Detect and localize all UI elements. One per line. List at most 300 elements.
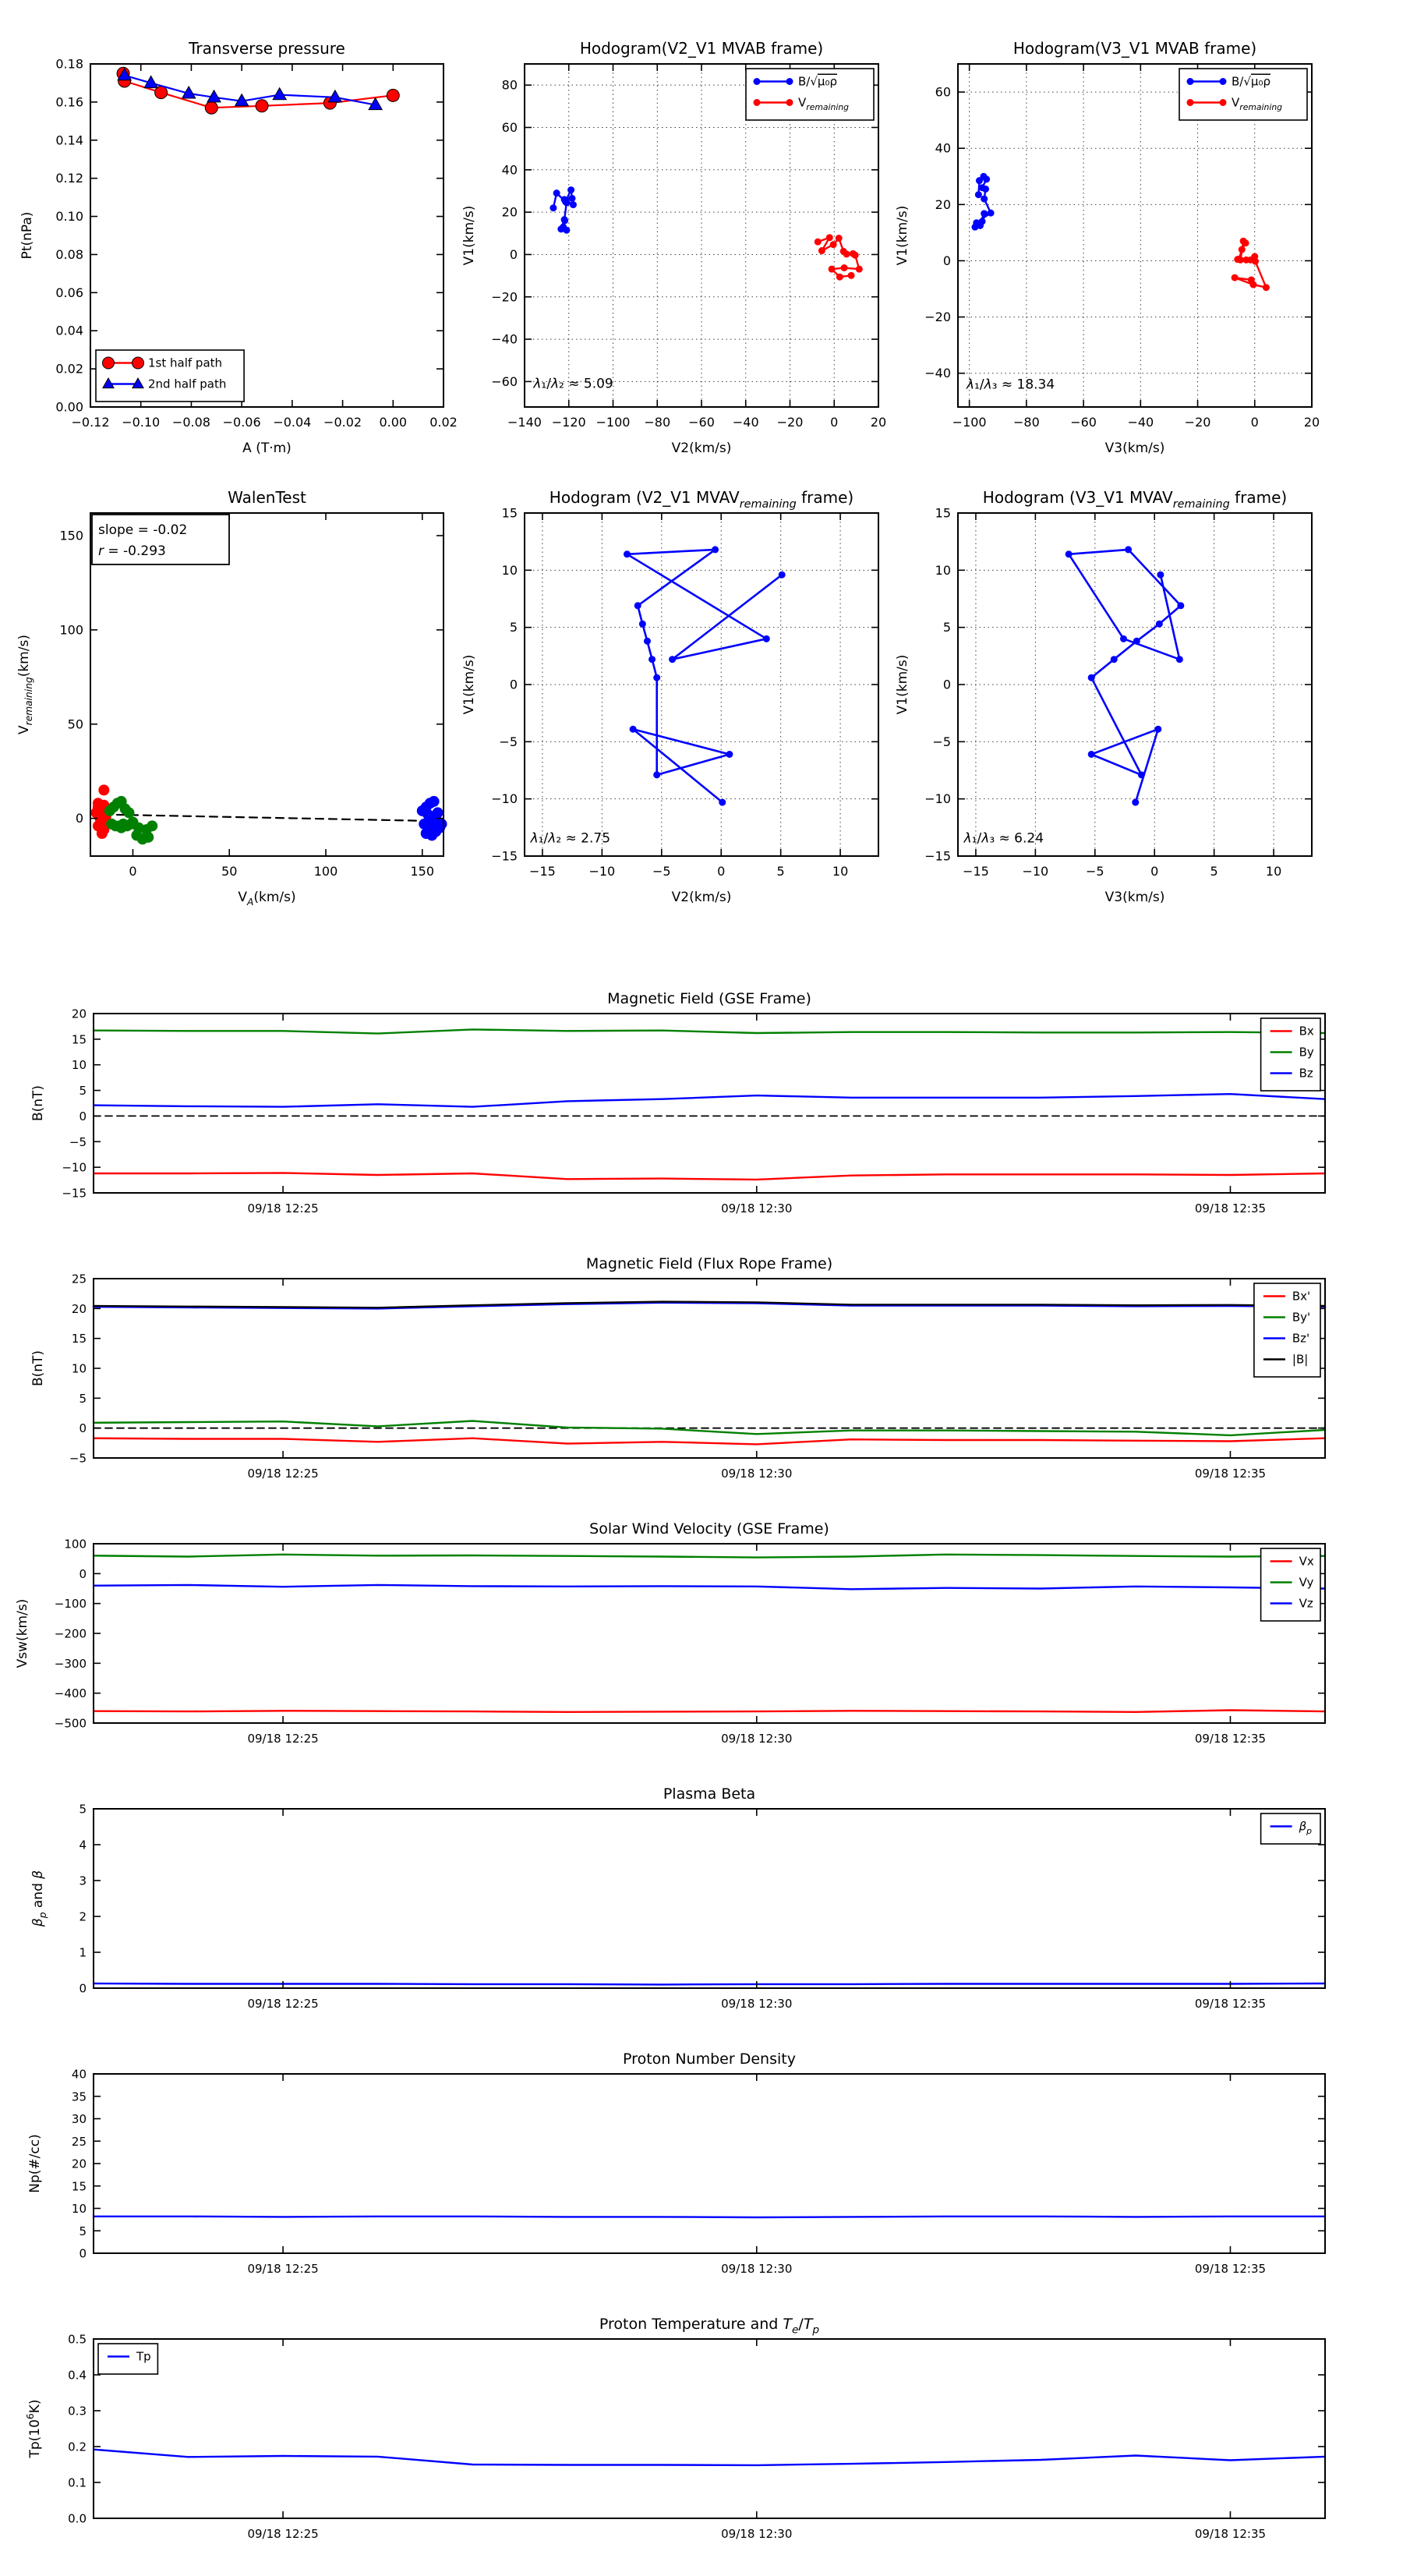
marker-dot [124, 807, 135, 818]
marker-dot [976, 221, 983, 228]
series-bx [94, 1173, 1325, 1180]
x-tick-label: 0 [717, 864, 726, 879]
y-tick-label: 15 [71, 2179, 87, 2194]
marker-dot [852, 252, 859, 259]
y-tick-label: 0 [79, 1566, 87, 1581]
plot-title: Solar Wind Velocity (GSE Frame) [589, 1520, 829, 1537]
marker-dot [712, 546, 719, 553]
x-tick-label: −20 [1184, 415, 1211, 430]
legend-label: 1st half path [148, 356, 223, 370]
y-tick-label: 5 [79, 2224, 87, 2238]
y-tick-label: −10 [491, 791, 518, 807]
x-tick-label: 09/18 12:30 [721, 1201, 793, 1215]
axes-spines [94, 2074, 1325, 2253]
legend [96, 350, 244, 402]
legend-label: Bx' [1292, 1289, 1311, 1304]
plot-title: Proton Temperature and $T_e/T_p$ [599, 2316, 820, 2337]
y-tick-label: 35 [71, 2089, 87, 2104]
legend [1261, 1813, 1320, 1844]
panel-hodogram-v3v1-mvav [895, 488, 1312, 905]
marker-dot [98, 784, 109, 795]
x-tick-label: 20 [1303, 415, 1320, 430]
axes-spines [94, 1544, 1325, 1723]
marker-triangle [328, 90, 341, 102]
marker-dot [567, 186, 574, 193]
y-axis-label: V1(km/s) [895, 654, 910, 715]
y-tick-label: −5 [932, 734, 951, 749]
x-tick-label: 09/18 12:30 [721, 1997, 793, 2011]
marker-dot [653, 771, 660, 778]
legend-label: By' [1292, 1310, 1311, 1325]
x-axis-label: V3(km/s) [1104, 890, 1165, 905]
marker-dot [433, 807, 444, 818]
panel-transverse-pressure [19, 39, 458, 456]
y-tick-label: −20 [491, 289, 518, 305]
y-tick-label: 0 [942, 253, 951, 268]
marker-dot [826, 234, 833, 241]
y-tick-label: 0.04 [55, 323, 83, 338]
y-tick-label: 0 [942, 677, 951, 692]
panel-hodogram-v3v1-mvab [895, 39, 1320, 456]
marker-dot [1248, 276, 1255, 283]
x-tick-label: 09/18 12:35 [1194, 2527, 1267, 2541]
x-tick-label: 09/18 12:30 [721, 1467, 793, 1481]
y-tick-label: 0 [79, 2246, 87, 2261]
y-tick-label: 10 [71, 1058, 87, 1073]
y-tick-label: 0 [79, 1981, 87, 1996]
x-tick-label: 10 [1265, 864, 1282, 879]
x-tick-label: −0.04 [273, 415, 312, 430]
y-tick-label: 5 [509, 620, 518, 635]
marker-dot [634, 602, 641, 609]
y-tick-label: 20 [71, 2157, 87, 2171]
marker-dot [982, 186, 989, 193]
panel-plasma-beta [30, 1785, 1325, 2011]
marker-dot [561, 217, 568, 224]
marker-dot [1132, 799, 1139, 806]
plot-title: Hodogram(V3_V1 MVAB frame) [1012, 39, 1257, 58]
x-tick-label: −10 [1022, 864, 1049, 879]
x-axis-label: V2(km/s) [671, 441, 732, 456]
x-tick-label: −80 [644, 415, 671, 430]
x-tick-label: −120 [551, 415, 586, 430]
y-tick-label: −5 [69, 1451, 87, 1466]
y-axis-label: $Tp(10^6K)$ [24, 2399, 43, 2458]
y-tick-label: 0 [75, 811, 83, 826]
legend [1179, 69, 1307, 120]
x-tick-label: 09/18 12:25 [247, 2262, 319, 2276]
annotation-text: λ₁/λ₂ ≈ 5.09 [533, 376, 613, 392]
y-tick-label: −40 [924, 366, 951, 381]
x-tick-label: −10 [588, 864, 616, 879]
y-tick-label: 15 [935, 505, 951, 521]
legend-label: Bz' [1292, 1331, 1310, 1346]
marker-dot [1088, 751, 1095, 758]
marker-dot [1239, 246, 1246, 253]
y-tick-label: 15 [501, 505, 518, 521]
marker-dot [624, 550, 631, 557]
marker-circle [103, 357, 115, 369]
x-tick-label: 5 [1210, 864, 1218, 879]
series-v-remaining-path [627, 550, 783, 802]
marker-dot [841, 264, 848, 271]
marker-dot [569, 195, 576, 202]
y-tick-label: −5 [499, 734, 518, 749]
y-tick-label: 0 [509, 677, 518, 692]
y-tick-label: 0.0 [68, 2511, 87, 2526]
legend-label: B/√μ₀ρ [798, 74, 837, 89]
x-axis-label: V2(km/s) [671, 890, 732, 905]
marker-triangle [273, 88, 286, 100]
marker-dot [988, 210, 995, 217]
y-tick-label: 15 [71, 1032, 87, 1047]
marker-circle [256, 100, 268, 112]
y-tick-label: 0.3 [68, 2404, 87, 2419]
marker-dot [653, 674, 660, 681]
marker-dot [856, 266, 863, 273]
legend [98, 2344, 157, 2374]
x-tick-label: −0.08 [171, 415, 210, 430]
marker-dot [116, 823, 127, 833]
marker-dot [553, 189, 560, 196]
legend-label: Vx [1299, 1554, 1314, 1569]
marker-dot [429, 796, 440, 807]
marker-dot [630, 726, 637, 733]
marker-dot [1066, 550, 1073, 557]
marker-dot [779, 571, 786, 579]
x-tick-label: 09/18 12:25 [247, 1997, 319, 2011]
y-axis-label: Vsw(km/s) [15, 1598, 30, 1668]
y-tick-label: −20 [924, 310, 951, 325]
y-tick-label: −60 [491, 373, 518, 389]
y-tick-label: 0 [509, 246, 518, 262]
y-tick-label: 0.00 [55, 399, 83, 415]
x-tick-label: 09/18 12:25 [247, 1467, 319, 1481]
x-tick-label: −40 [732, 415, 759, 430]
y-tick-label: 100 [59, 622, 83, 638]
plot-title: Hodogram (V2_V1 $MVAV_{remaining}$ frame) [549, 488, 854, 511]
legend-label: Bx [1299, 1024, 1314, 1039]
plot-title: WalenTest [228, 488, 306, 507]
x-tick-label: 20 [870, 415, 887, 430]
y-tick-label: 0.4 [68, 2368, 87, 2383]
marker-dot [639, 621, 646, 628]
marker-dot [975, 191, 982, 198]
marker-dot [829, 266, 836, 273]
y-tick-label: 0 [79, 1421, 87, 1436]
y-tick-label: 20 [71, 1007, 87, 1021]
legend [1261, 1018, 1320, 1091]
x-tick-label: 09/18 12:35 [1194, 2262, 1267, 2276]
y-axis-label: V1(km/s) [461, 654, 477, 715]
y-axis-label: $\beta_p$ and β [30, 1870, 49, 1927]
series-tp [94, 2450, 1325, 2465]
x-tick-label: −80 [1012, 415, 1040, 430]
series-bx- [94, 1438, 1325, 1445]
x-tick-label: 09/18 12:25 [247, 2527, 319, 2541]
x-tick-label: 0 [1250, 415, 1259, 430]
x-tick-label: 09/18 12:30 [721, 1732, 793, 1746]
x-tick-label: 09/18 12:30 [721, 2262, 793, 2276]
series-vx [94, 1711, 1325, 1712]
marker-dot [1138, 771, 1145, 778]
x-tick-label: −0.10 [122, 415, 161, 430]
marker-dot [815, 239, 822, 246]
y-tick-label: −500 [54, 1716, 87, 1731]
y-axis-label: V1(km/s) [895, 205, 910, 266]
x-tick-label: −140 [507, 415, 542, 430]
y-axis-label: V1(km/s) [461, 205, 477, 266]
y-tick-label: 20 [501, 204, 518, 220]
y-tick-label: 10 [71, 2202, 87, 2216]
marker-dot [1157, 571, 1164, 579]
plot-title: Magnetic Field (GSE Frame) [607, 990, 811, 1007]
x-tick-label: −100 [952, 415, 987, 430]
x-tick-label: 5 [776, 864, 785, 879]
y-tick-label: −100 [54, 1597, 87, 1612]
y-tick-label: 10 [501, 562, 518, 578]
marker-dot [836, 274, 843, 281]
plot-title: Transverse pressure [189, 39, 345, 58]
x-tick-label: 09/18 12:25 [247, 1732, 319, 1746]
marker-dot [754, 78, 761, 85]
y-tick-label: 3 [79, 1874, 87, 1888]
x-tick-label: 09/18 12:35 [1194, 1467, 1267, 1481]
y-tick-label: 5 [79, 1084, 87, 1099]
panel-solar-wind-velocity [15, 1520, 1325, 1746]
axes-spines [94, 1809, 1325, 1988]
y-tick-label: −15 [62, 1186, 87, 1201]
marker-dot [981, 210, 988, 217]
x-tick-label: −15 [963, 864, 989, 879]
marker-dot [983, 175, 990, 182]
x-tick-label: 09/18 12:30 [721, 2527, 793, 2541]
x-tick-label: −0.02 [323, 415, 362, 430]
y-axis-label: Np(#/cc) [27, 2134, 43, 2193]
legend-label: 2nd half path [148, 377, 227, 391]
y-tick-label: 0 [79, 1109, 87, 1123]
plot-title: Hodogram (V3_V1 $MVAV_{remaining}$ frame) [982, 488, 1288, 511]
legend-label: $V_{remaining}$ [798, 95, 850, 112]
series-vz [94, 1585, 1325, 1589]
x-tick-label: 0 [1150, 864, 1159, 879]
x-tick-label: −100 [595, 415, 631, 430]
panel-proton-number-density [27, 2051, 1325, 2276]
legend-box [1254, 1283, 1320, 1377]
x-tick-label: −0.12 [71, 415, 110, 430]
x-axis-label: A (T·m) [242, 441, 292, 456]
marker-dot [436, 819, 447, 830]
y-tick-label: 10 [935, 562, 951, 578]
x-tick-label: 0.02 [429, 415, 458, 430]
annotation-line: slope = -0.02 [98, 522, 188, 538]
y-tick-label: 15 [71, 1332, 87, 1346]
x-tick-label: −5 [652, 864, 671, 879]
marker-dot [981, 196, 988, 203]
series-bz [94, 1094, 1325, 1106]
marker-dot [1187, 99, 1194, 106]
y-tick-label: −200 [54, 1626, 87, 1641]
marker-dot [669, 656, 676, 663]
marker-dot [830, 241, 837, 248]
y-tick-label: 2 [79, 1909, 87, 1924]
marker-dot [133, 823, 144, 833]
x-tick-label: 10 [832, 864, 849, 879]
y-tick-label: 5 [79, 1802, 87, 1817]
plot-title: Proton Number Density [623, 2051, 796, 2068]
legend-label: $V_{remaining}$ [1232, 95, 1283, 112]
x-axis-label: V3(km/s) [1104, 441, 1165, 456]
legend [1261, 1548, 1320, 1621]
marker-dot [843, 250, 850, 257]
y-axis-label: B(nT) [30, 1085, 46, 1122]
marker-dot [1187, 78, 1194, 85]
x-tick-label: 09/18 12:25 [247, 1201, 319, 1215]
annotation-text: λ₁/λ₃ ≈ 18.34 [966, 377, 1055, 393]
y-tick-label: 25 [71, 1272, 87, 1286]
plot-title: Hodogram(V2_V1 MVAB frame) [579, 39, 824, 58]
x-tick-label: 09/18 12:35 [1194, 1997, 1267, 2011]
marker-dot [719, 799, 726, 806]
x-tick-label: 09/18 12:35 [1194, 1201, 1267, 1215]
x-tick-label: 150 [410, 864, 435, 879]
series-beta-p [94, 1983, 1325, 1984]
y-tick-label: 0.08 [55, 246, 83, 262]
marker-dot [1111, 656, 1118, 663]
x-tick-label: 0 [129, 864, 137, 879]
plot-title: Magnetic Field (Flux Rope Frame) [585, 1255, 833, 1272]
axes-spines [94, 1014, 1325, 1193]
annotation-text: λ₁/λ₃ ≈ 6.24 [963, 830, 1044, 847]
axes-spines [94, 2339, 1325, 2518]
panel-walen-test [16, 488, 447, 908]
marker-dot [726, 751, 733, 758]
x-axis-label: $V_A(km/s)$ [238, 890, 296, 908]
legend-label: Vy [1299, 1575, 1314, 1590]
plot-title: Plasma Beta [663, 1785, 756, 1803]
y-tick-label: 0.06 [55, 285, 83, 300]
marker-dot [1252, 258, 1259, 265]
marker-dot [648, 656, 656, 663]
legend-label: By [1299, 1045, 1314, 1060]
x-tick-label: 09/18 12:35 [1194, 1732, 1267, 1746]
legend-label: B/√μ₀ρ [1232, 74, 1270, 89]
y-tick-label: −400 [54, 1686, 87, 1701]
marker-dot [1263, 284, 1270, 291]
y-tick-label: 60 [935, 84, 951, 100]
x-tick-label: 0.00 [379, 415, 408, 430]
y-tick-label: 20 [935, 196, 951, 212]
marker-dot [550, 204, 557, 211]
marker-dot [1088, 674, 1095, 681]
y-tick-label: 1 [79, 1945, 87, 1960]
legend [746, 69, 874, 120]
x-tick-label: 50 [221, 864, 238, 879]
y-tick-label: 0.16 [55, 94, 83, 110]
marker-dot [1232, 274, 1239, 281]
y-tick-label: 5 [942, 620, 951, 635]
marker-dot [754, 99, 761, 106]
marker-dot [563, 199, 570, 206]
y-tick-label: −10 [924, 791, 951, 807]
marker-dot [1154, 726, 1161, 733]
legend-label: $\beta_p$ [1299, 1819, 1313, 1836]
x-tick-label: −60 [688, 415, 715, 430]
series-v-remaining-path [1069, 550, 1181, 802]
marker-dot [422, 823, 433, 833]
y-axis-label: Pt(nPa) [19, 211, 35, 260]
x-tick-label: −20 [776, 415, 804, 430]
y-axis-label: $V_{remaining}(km/s)$ [16, 635, 35, 734]
marker-dot [836, 235, 843, 242]
y-tick-label: 60 [501, 119, 518, 135]
y-axis-label: B(nT) [30, 1350, 46, 1387]
y-tick-label: −15 [491, 848, 518, 864]
marker-dot [1176, 656, 1183, 663]
series-fit-line [90, 814, 444, 821]
y-tick-label: 0.12 [55, 171, 83, 186]
marker-dot [147, 820, 157, 831]
y-tick-label: 100 [64, 1537, 87, 1552]
panel-magnetic-field-flux-rope [30, 1255, 1325, 1481]
y-tick-label: −300 [54, 1656, 87, 1671]
marker-dot [1120, 635, 1127, 642]
y-tick-label: 0.02 [55, 361, 83, 377]
marker-dot [1177, 602, 1184, 609]
marker-dot [786, 99, 793, 106]
series-by [94, 1029, 1325, 1033]
y-tick-label: 40 [71, 2067, 87, 2082]
marker-dot [1125, 546, 1132, 553]
series-vy [94, 1555, 1325, 1558]
legend-label: Vz [1299, 1596, 1313, 1611]
y-tick-label: 150 [59, 528, 83, 543]
legend-label: Tp [136, 2349, 151, 2364]
legend [1254, 1283, 1320, 1377]
y-tick-label: 10 [71, 1361, 87, 1376]
marker-dot [1220, 78, 1227, 85]
panel-hodogram-v2v1-mvab [461, 39, 886, 456]
marker-circle [133, 357, 144, 369]
x-tick-label: −5 [1085, 864, 1104, 879]
y-tick-label: 80 [501, 77, 518, 93]
y-tick-label: −10 [62, 1160, 87, 1175]
y-tick-label: 0.5 [68, 2332, 87, 2347]
y-tick-label: 30 [71, 2112, 87, 2126]
x-tick-label: −40 [1127, 415, 1154, 430]
x-tick-label: −60 [1070, 415, 1097, 430]
annotation-box [92, 515, 229, 564]
annotation-text: λ₁/λ₂ ≈ 2.75 [530, 830, 611, 847]
y-tick-label: 40 [935, 140, 951, 156]
y-tick-label: 25 [71, 2134, 87, 2149]
legend-label: |B| [1292, 1352, 1309, 1367]
marker-dot [1220, 99, 1227, 106]
y-tick-label: 0.2 [68, 2440, 87, 2454]
panel-hodogram-v2v1-mvav [461, 488, 878, 905]
x-tick-label: −15 [529, 864, 556, 879]
y-tick-label: 4 [79, 1838, 87, 1852]
y-tick-label: −15 [924, 848, 951, 864]
marker-circle [387, 89, 399, 101]
marker-dot [644, 638, 651, 645]
y-tick-label: 0.18 [55, 56, 83, 72]
y-tick-label: 0.14 [55, 133, 83, 148]
marker-dot [786, 78, 793, 85]
panel-proton-temperature [25, 2316, 1325, 2541]
y-tick-label: 0.1 [68, 2475, 87, 2490]
marker-dot [818, 247, 825, 254]
